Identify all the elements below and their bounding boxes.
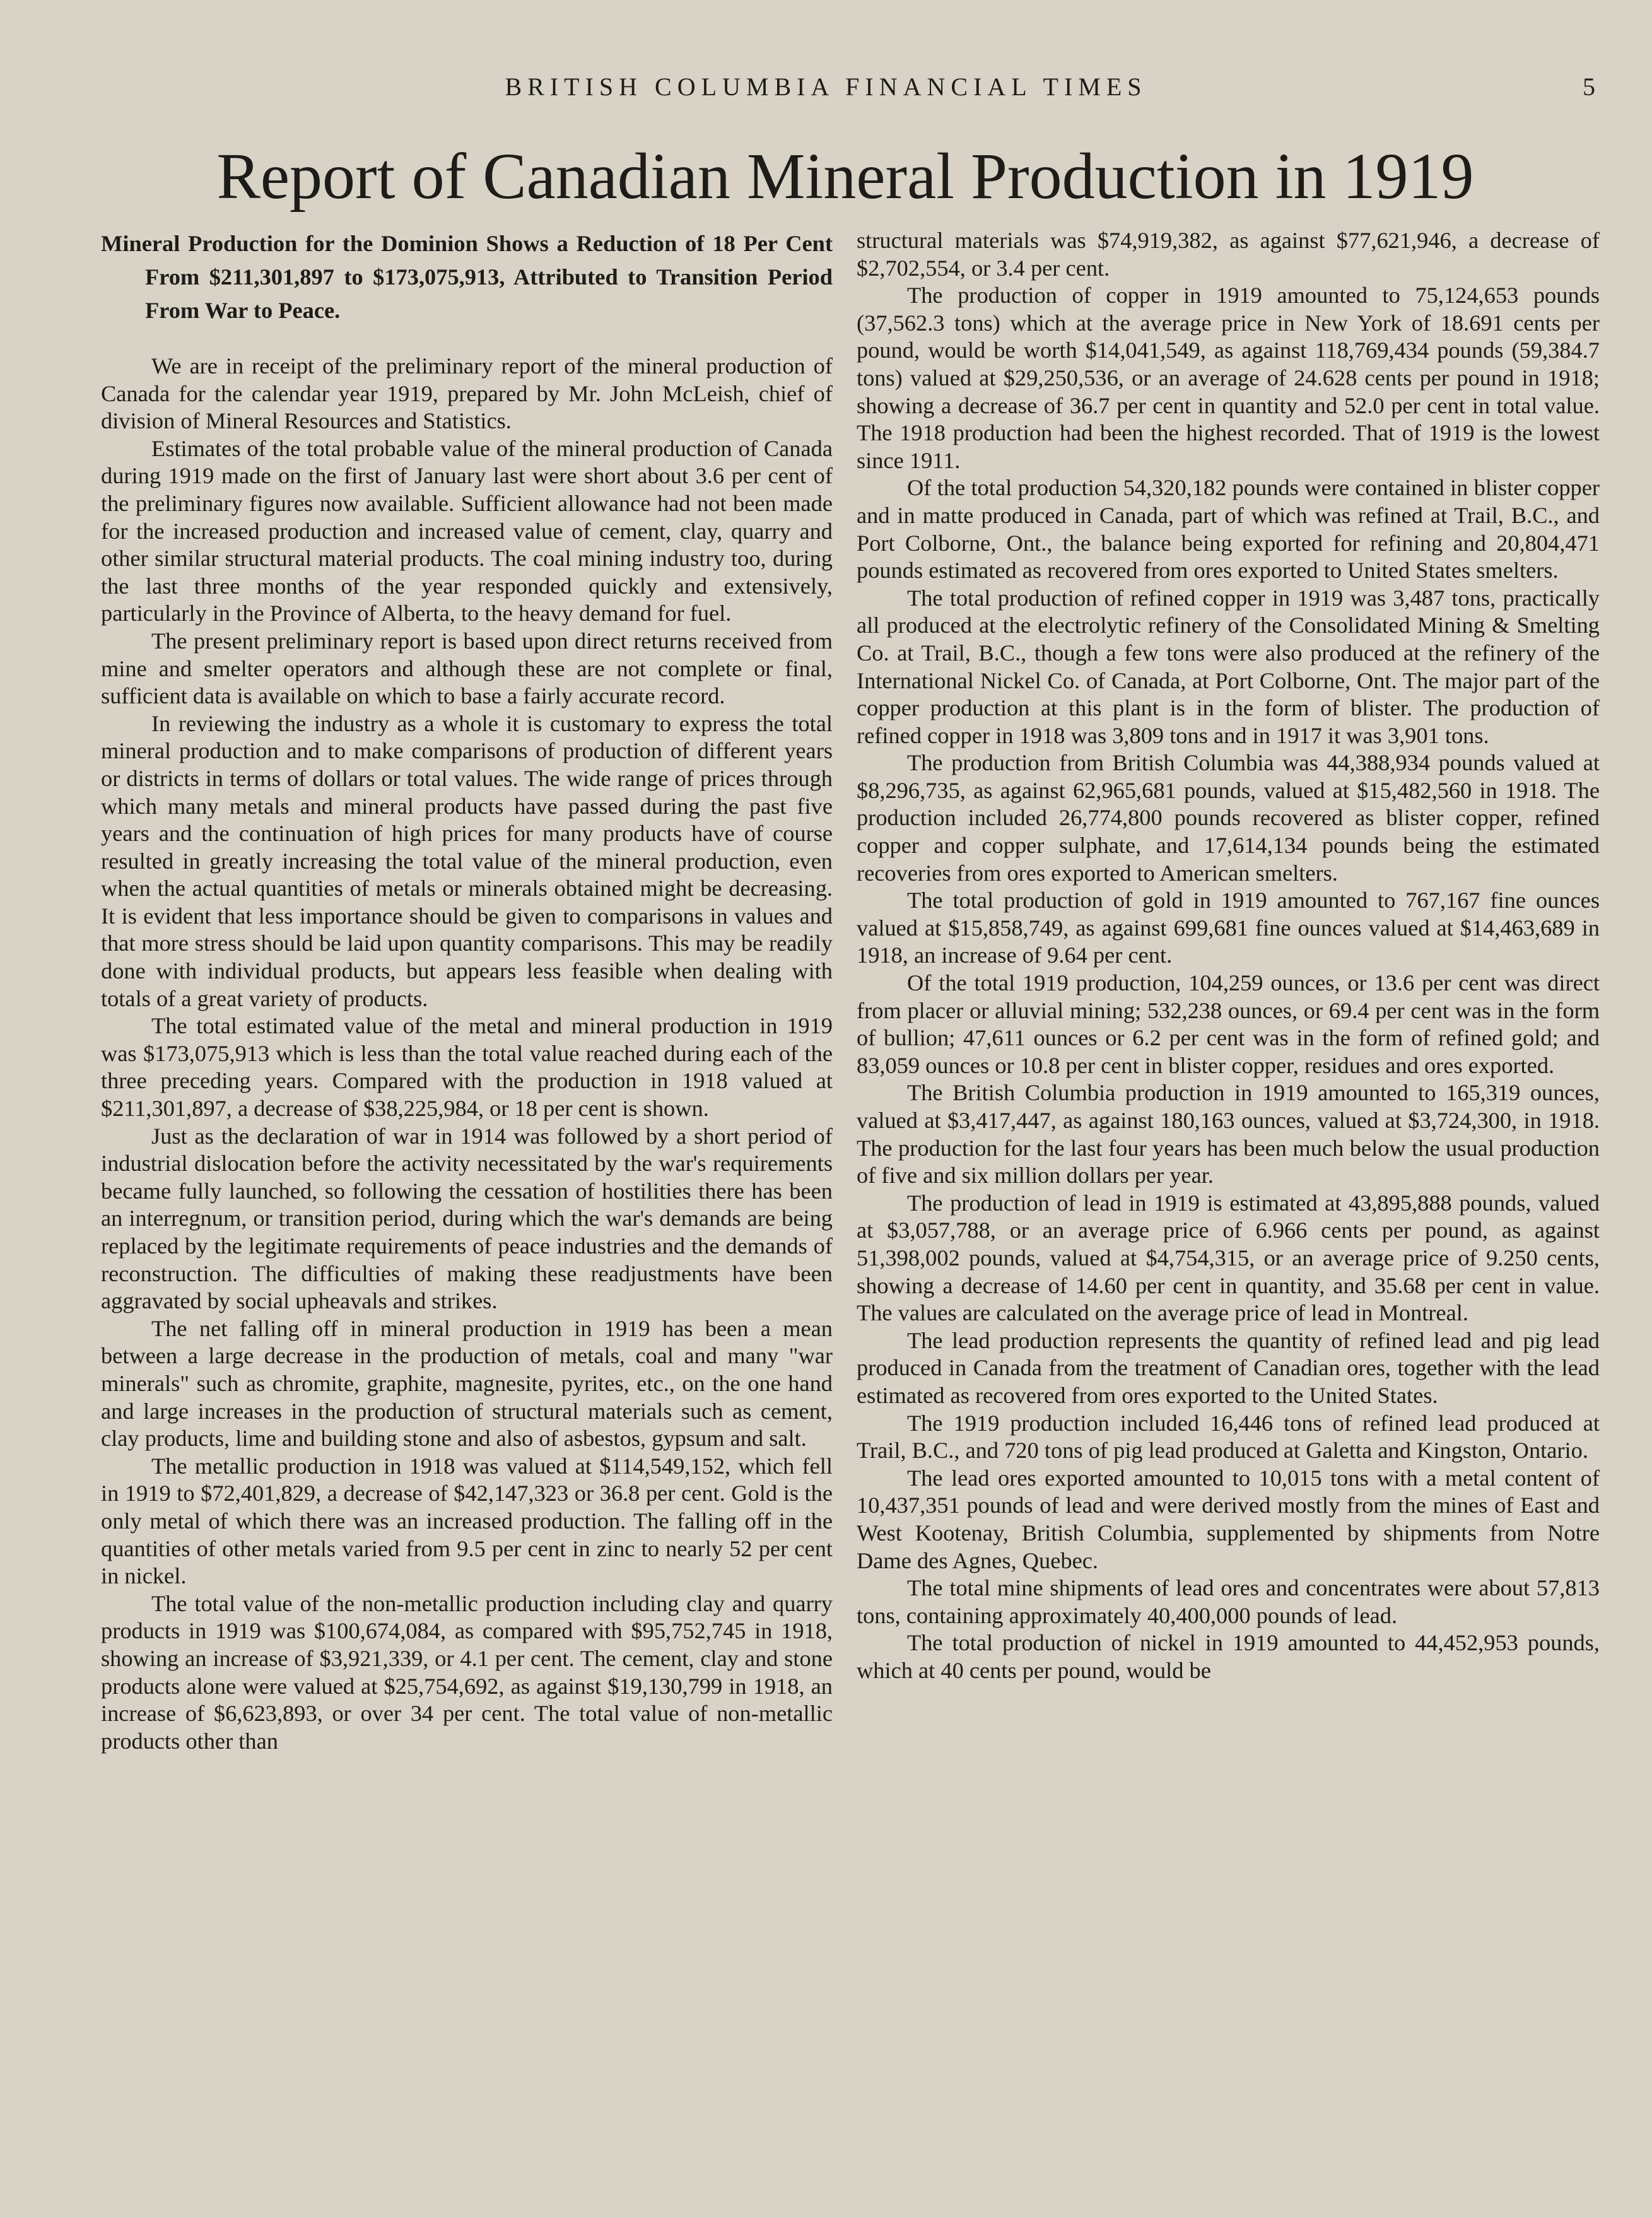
- paragraph: The total mine shipments of lead ores and concentrates were about 57,813 tons, containing approximately 40,400,000 pounds of lead.: [857, 1575, 1600, 1628]
- paragraph: The total production of nickel in 1919 amounted to 44,452,953 pounds, which at 40 cents per pound, would be: [857, 1630, 1600, 1683]
- paragraph: We are in receipt of the preliminary report of the mineral production of Canada for the calendar year 1919, prepared by Mr. John McLeish, chief of division of Mineral Resources and Statistics.: [101, 353, 833, 434]
- paragraph: In reviewing the industry as a whole it is customary to express the total mineral production and to make comparisons of production of different years or districts in terms of dollars or total values. The wide range of prices through which many metals and mineral products have passed during the past five years and the continuation of high prices for many products have of course resulted in greatly increasing the total value of the mineral production, even when the actual quantities of metals or minerals obtained might be decreasing. It is evident that less importance should be given to comparisons in values and that more stress should be laid upon quantity comparisons. This may be readily done with individual products, but appears less feasible when dealing with totals of a great variety of products.: [101, 710, 833, 1011]
- paragraph: The net falling off in mineral production in 1919 has been a mean between a large decrease in the production of metals, coal and many "war minerals" such as chromite, graphite, magnesite, pyrites, etc., on the one hand and large increases in the production of structural materials such as cement, clay products, lime and building stone and also of asbestos, gypsum and salt.: [101, 1315, 833, 1452]
- paragraph: The metallic production in 1918 was valued at $114,549,152, which fell in 1919 to $72,401,829, a decrease of $42,147,323 or 36.8 per cent. Gold is the only metal of which there was an increased production. The falling off in the quantities of other metals varied from 9.5 per cent in zinc to nearly 52 per cent in nickel.: [101, 1453, 833, 1589]
- paragraph: The total value of the non-metallic production including clay and quarry products in 1919 was $100,674,084, as compared with $95,752,745 in 1918, showing an increase of $3,921,339, or 4.1 per cent. The cement, clay and stone products alone were valued at $25,754,692, as against $19,130,799 in 1918, an increase of $6,623,893, or over 34 per cent. The total value of non-metallic products other than: [101, 1590, 833, 1754]
- running-head: [0, 68, 1652, 106]
- paragraph: The production from British Columbia was 44,388,934 pounds valued at $8,296,735, as against 62,965,681 pounds, valued at $15,482,560 in 1918. The production included 26,774,800 pounds recovered as blister copper, refined copper and copper sulphate, and 17,614,134 pounds being the estimated recoveries from ores exported to American smelters.: [857, 750, 1600, 886]
- paragraph: Of the total production 54,320,182 pounds were contained in blister copper and in matte produced in Canada, part of which was refined at Trail, B.C., and Port Colborne, Ont., the balance being exported for refining and 20,804,471 pounds estimated as recovered from ores exported to United States smelters.: [857, 475, 1600, 584]
- article-deck: Mineral Production for the Dominion Shows a Reduction of 18 Per Cent From $211,301,897 to $173,075,913, Attributed to Transition Period From War to Peace.: [101, 231, 833, 323]
- right-column: [857, 227, 1600, 2202]
- paragraph: The lead ores exported amounted to 10,015 tons with a metal content of 10,437,351 pounds of lead and were derived mostly from the mines of East and West Kootenay, British Columbia, supplemented by shipments from Notre Dame des Agnes, Quebec.: [857, 1465, 1600, 1573]
- paragraph: The 1919 production included 16,446 tons of refined lead produced at Trail, B.C., and 720 tons of pig lead produced at Galetta and Kingston, Ontario.: [857, 1410, 1600, 1464]
- paragraph: Estimates of the total probable value of the mineral production of Canada during 1919 made on the first of January last were short about 3.6 per cent of the preliminary figures now available. Sufficient allowance had not been made for the increased production and increased value of cement, clay, quarry and other similar structural material products. The coal mining industry too, during the last three months of the year responded quickly and extensively, particularly in the Province of Alberta, to the heavy demand for fuel.: [101, 435, 833, 626]
- paragraph: The present preliminary report is based upon direct returns received from mine and smelter operators and although these are not complete or final, sufficient data is available on which to base a fairly accurate record.: [101, 628, 833, 709]
- paragraph: Of the total 1919 production, 104,259 ounces, or 13.6 per cent was direct from placer or alluvial mining; 532,238 ounces, or 69.4 per cent was in the form of bullion; 47,611 ounces or 6.2 per cent was in the form of refined gold; and 83,059 ounces or 10.8 per cent in blister copper, residues and ores exported.: [857, 970, 1600, 1078]
- left-column: [101, 227, 833, 2202]
- article-headline: Report of Canadian Mineral Production in 1919: [216, 140, 1474, 213]
- paragraph-continued: structural materials was $74,919,382, as against $77,621,946, a decrease of $2,702,554, or 3.4 per cent.: [857, 228, 1600, 281]
- paragraph: The British Columbia production in 1919 amounted to 165,319 ounces, valued at $3,417,447, as against 180,163 ounces, valued at $3,724,300, in 1918. The production for the last four years has been much below the usual production of five and six million dollars per year.: [857, 1080, 1600, 1188]
- paragraph: The production of copper in 1919 amounted to 75,124,653 pounds (37,562.3 tons) which at the average price in New York of 18.691 cents per pound, would be worth $14,041,549, as against 118,769,434 pounds (59,384.7 tons) valued at $29,250,536, or an average of 24.628 cents per pound in 1918; showing a decrease of 36.7 per cent in quantity and 52.0 per cent in total value. The 1918 production had been the highest recorded. That of 1919 is the lowest since 1911.: [857, 283, 1600, 473]
- publication-title: BRITISH COLUMBIA FINANCIAL TIMES: [505, 73, 1147, 101]
- paragraph: Just as the declaration of war in 1914 was followed by a short period of industrial dislocation before the activity necessitated by the war's requirements became fully launched, so following the cessation of hostilities there has been an interregnum, or transition period, during which the war's demands are being replaced by the legitimate requirements of peace industries and the demands of reconstruction. The difficulties of making these readjustments have been aggravated by social upheavals and strikes.: [101, 1123, 833, 1314]
- paragraph: The production of lead in 1919 is estimated at 43,895,888 pounds, valued at $3,057,788, or an average price of 6.966 cents per pound, as against 51,398,002 pounds, valued at $4,754,315, or an average price of 9.250 cents, showing a decrease of 14.60 per cent in quantity, and 35.68 per cent in value. The values are calculated on the average price of lead in Montreal.: [857, 1190, 1600, 1326]
- page-number: 5: [1583, 73, 1595, 101]
- paragraph: The total production of gold in 1919 amounted to 767,167 fine ounces valued at $15,858,749, as against 699,681 fine ounces valued at $14,463,689 in 1918, an increase of 9.64 per cent.: [857, 888, 1600, 968]
- paragraph: The total production of refined copper in 1919 was 3,487 tons, practically all produced at the electrolytic refinery of the Consolidated Mining & Smelting Co. at Trail, B.C., though a few tons were also produced at the refinery of the International Nickel Co. of Canada, at Port Colborne, Ont. The major part of the copper production at this plant is in the form of blister. The production of refined copper in 1918 was 3,809 tons and in 1917 it was 3,901 tons.: [857, 585, 1600, 748]
- paragraph: The total estimated value of the metal and mineral production in 1919 was $173,075,913 which is less than the total value reached during each of the three preceding years. Compared with the production in 1918 valued at $211,301,897, a decrease of $38,225,984, or 18 per cent is shown.: [101, 1013, 833, 1122]
- paragraph: The lead production represents the quantity of refined lead and pig lead produced in Canada from the treatment of Canadian ores, together with the lead estimated as recovered from ores exported to the United States.: [857, 1327, 1600, 1408]
